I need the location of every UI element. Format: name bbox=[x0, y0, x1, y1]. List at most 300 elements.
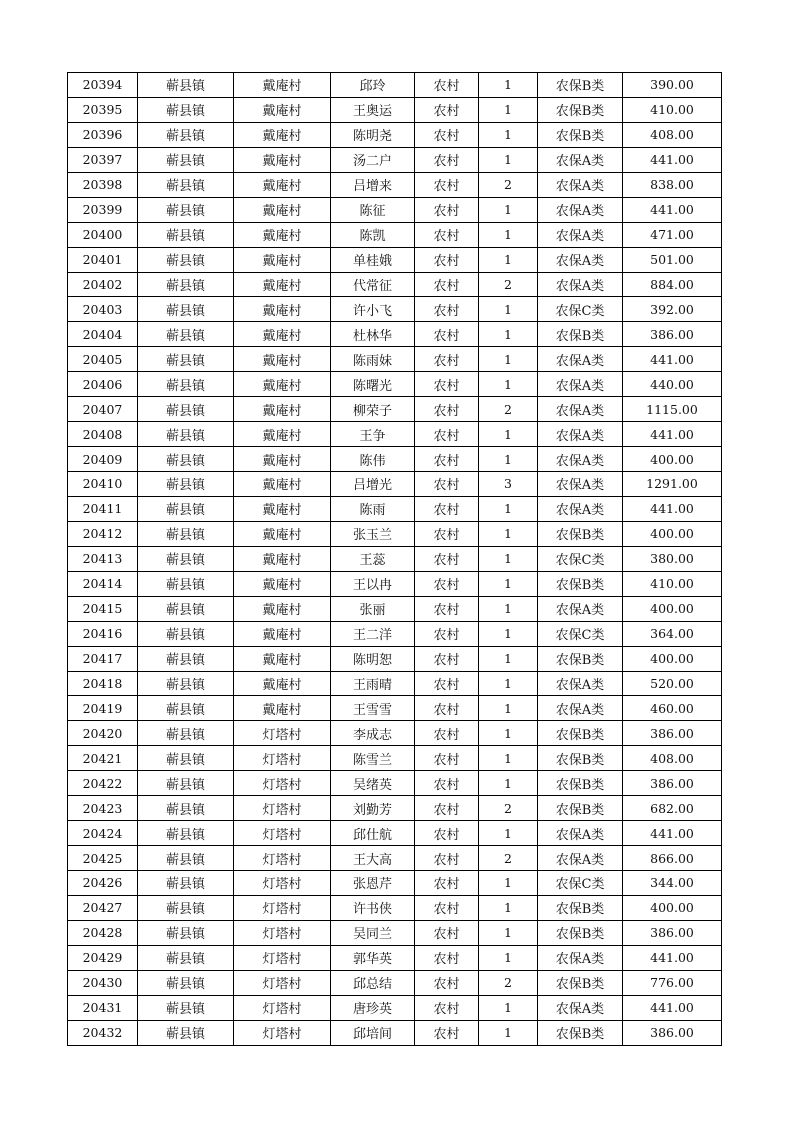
cell-area: 农村 bbox=[415, 771, 479, 796]
cell-name: 张玉兰 bbox=[331, 521, 415, 546]
cell-area: 农村 bbox=[415, 746, 479, 771]
cell-town: 蕲县镇 bbox=[138, 746, 234, 771]
cell-area: 农村 bbox=[415, 322, 479, 347]
cell-category: 农保B类 bbox=[538, 122, 623, 147]
table-row bbox=[68, 821, 722, 846]
cell-amount: 386.00 bbox=[623, 920, 722, 945]
cell-name: 李成志 bbox=[331, 721, 415, 746]
cell-town: 蕲县镇 bbox=[138, 846, 234, 871]
cell-village: 戴庵村 bbox=[234, 422, 331, 447]
cell-category: 农保B类 bbox=[538, 521, 623, 546]
table-row bbox=[68, 73, 722, 98]
cell-name: 王以冉 bbox=[331, 571, 415, 596]
cell-id: 20408 bbox=[68, 422, 138, 447]
table-row bbox=[68, 771, 722, 796]
cell-name: 柳荣子 bbox=[331, 397, 415, 422]
cell-amount: 386.00 bbox=[623, 771, 722, 796]
cell-town: 蕲县镇 bbox=[138, 172, 234, 197]
cell-town: 蕲县镇 bbox=[138, 297, 234, 322]
cell-town: 蕲县镇 bbox=[138, 821, 234, 846]
cell-name: 单桂娥 bbox=[331, 247, 415, 272]
table-row bbox=[68, 347, 722, 372]
cell-id: 20401 bbox=[68, 247, 138, 272]
cell-id: 20404 bbox=[68, 322, 138, 347]
cell-name: 陈雨妹 bbox=[331, 347, 415, 372]
cell-village: 戴庵村 bbox=[234, 447, 331, 472]
cell-area: 农村 bbox=[415, 272, 479, 297]
cell-village: 灯塔村 bbox=[234, 895, 331, 920]
cell-id: 20425 bbox=[68, 846, 138, 871]
table-row bbox=[68, 397, 722, 422]
cell-area: 农村 bbox=[415, 571, 479, 596]
cell-amount: 408.00 bbox=[623, 746, 722, 771]
cell-area: 农村 bbox=[415, 97, 479, 122]
cell-category: 农保A类 bbox=[538, 172, 623, 197]
cell-category: 农保A类 bbox=[538, 397, 623, 422]
cell-amount: 682.00 bbox=[623, 796, 722, 821]
table-row bbox=[68, 1020, 722, 1045]
cell-area: 农村 bbox=[415, 372, 479, 397]
cell-id: 20410 bbox=[68, 472, 138, 497]
table-row bbox=[68, 496, 722, 521]
cell-town: 蕲县镇 bbox=[138, 521, 234, 546]
cell-amount: 1115.00 bbox=[623, 397, 722, 422]
cell-area: 农村 bbox=[415, 696, 479, 721]
cell-count: 1 bbox=[479, 995, 538, 1020]
cell-count: 1 bbox=[479, 322, 538, 347]
cell-id: 20423 bbox=[68, 796, 138, 821]
cell-id: 20431 bbox=[68, 995, 138, 1020]
cell-area: 农村 bbox=[415, 222, 479, 247]
cell-village: 戴庵村 bbox=[234, 621, 331, 646]
cell-amount: 441.00 bbox=[623, 496, 722, 521]
cell-area: 农村 bbox=[415, 197, 479, 222]
cell-town: 蕲县镇 bbox=[138, 147, 234, 172]
cell-count: 1 bbox=[479, 447, 538, 472]
cell-town: 蕲县镇 bbox=[138, 347, 234, 372]
cell-area: 农村 bbox=[415, 846, 479, 871]
cell-id: 20416 bbox=[68, 621, 138, 646]
cell-name: 王雪雪 bbox=[331, 696, 415, 721]
cell-name: 唐珍英 bbox=[331, 995, 415, 1020]
cell-category: 农保A类 bbox=[538, 472, 623, 497]
cell-village: 灯塔村 bbox=[234, 970, 331, 995]
cell-village: 戴庵村 bbox=[234, 222, 331, 247]
cell-name: 陈伟 bbox=[331, 447, 415, 472]
cell-amount: 386.00 bbox=[623, 1020, 722, 1045]
cell-category: 农保A类 bbox=[538, 422, 623, 447]
cell-name: 许小飞 bbox=[331, 297, 415, 322]
cell-amount: 390.00 bbox=[623, 73, 722, 98]
cell-category: 农保A类 bbox=[538, 821, 623, 846]
cell-category: 农保B类 bbox=[538, 1020, 623, 1045]
cell-count: 1 bbox=[479, 696, 538, 721]
cell-name: 代常征 bbox=[331, 272, 415, 297]
cell-name: 王蕊 bbox=[331, 546, 415, 571]
cell-category: 农保B类 bbox=[538, 571, 623, 596]
cell-category: 农保B类 bbox=[538, 646, 623, 671]
cell-amount: 441.00 bbox=[623, 995, 722, 1020]
cell-category: 农保C类 bbox=[538, 297, 623, 322]
cell-amount: 386.00 bbox=[623, 322, 722, 347]
cell-village: 戴庵村 bbox=[234, 73, 331, 98]
cell-amount: 441.00 bbox=[623, 422, 722, 447]
cell-name: 王奥运 bbox=[331, 97, 415, 122]
cell-count: 1 bbox=[479, 821, 538, 846]
cell-area: 农村 bbox=[415, 621, 479, 646]
cell-count: 1 bbox=[479, 895, 538, 920]
cell-area: 农村 bbox=[415, 422, 479, 447]
cell-amount: 386.00 bbox=[623, 721, 722, 746]
cell-area: 农村 bbox=[415, 447, 479, 472]
cell-town: 蕲县镇 bbox=[138, 397, 234, 422]
cell-id: 20405 bbox=[68, 347, 138, 372]
cell-name: 王争 bbox=[331, 422, 415, 447]
cell-name: 吕增来 bbox=[331, 172, 415, 197]
cell-village: 戴庵村 bbox=[234, 571, 331, 596]
cell-amount: 441.00 bbox=[623, 347, 722, 372]
cell-name: 邱仕航 bbox=[331, 821, 415, 846]
cell-category: 农保A类 bbox=[538, 846, 623, 871]
cell-id: 20409 bbox=[68, 447, 138, 472]
cell-name: 刘勤芳 bbox=[331, 796, 415, 821]
cell-amount: 460.00 bbox=[623, 696, 722, 721]
cell-count: 1 bbox=[479, 771, 538, 796]
cell-village: 灯塔村 bbox=[234, 746, 331, 771]
cell-village: 灯塔村 bbox=[234, 871, 331, 896]
cell-area: 农村 bbox=[415, 172, 479, 197]
cell-town: 蕲县镇 bbox=[138, 272, 234, 297]
cell-town: 蕲县镇 bbox=[138, 322, 234, 347]
cell-amount: 441.00 bbox=[623, 197, 722, 222]
cell-id: 20428 bbox=[68, 920, 138, 945]
cell-name: 王雨晴 bbox=[331, 671, 415, 696]
cell-id: 20429 bbox=[68, 945, 138, 970]
table-row bbox=[68, 272, 722, 297]
cell-town: 蕲县镇 bbox=[138, 721, 234, 746]
cell-amount: 1291.00 bbox=[623, 472, 722, 497]
cell-village: 戴庵村 bbox=[234, 671, 331, 696]
cell-category: 农保B类 bbox=[538, 895, 623, 920]
cell-count: 1 bbox=[479, 596, 538, 621]
cell-area: 农村 bbox=[415, 995, 479, 1020]
table-row bbox=[68, 871, 722, 896]
cell-town: 蕲县镇 bbox=[138, 247, 234, 272]
cell-amount: 776.00 bbox=[623, 970, 722, 995]
cell-amount: 380.00 bbox=[623, 546, 722, 571]
cell-village: 灯塔村 bbox=[234, 771, 331, 796]
cell-amount: 441.00 bbox=[623, 821, 722, 846]
cell-village: 戴庵村 bbox=[234, 546, 331, 571]
cell-id: 20399 bbox=[68, 197, 138, 222]
cell-area: 农村 bbox=[415, 796, 479, 821]
cell-id: 20418 bbox=[68, 671, 138, 696]
cell-area: 农村 bbox=[415, 970, 479, 995]
cell-name: 杜林华 bbox=[331, 322, 415, 347]
cell-village: 戴庵村 bbox=[234, 247, 331, 272]
cell-category: 农保A类 bbox=[538, 372, 623, 397]
cell-count: 1 bbox=[479, 247, 538, 272]
cell-count: 1 bbox=[479, 222, 538, 247]
cell-amount: 400.00 bbox=[623, 521, 722, 546]
table-row bbox=[68, 97, 722, 122]
cell-village: 戴庵村 bbox=[234, 97, 331, 122]
table-row bbox=[68, 472, 722, 497]
cell-town: 蕲县镇 bbox=[138, 571, 234, 596]
cell-count: 1 bbox=[479, 621, 538, 646]
cell-id: 20406 bbox=[68, 372, 138, 397]
cell-amount: 400.00 bbox=[623, 895, 722, 920]
table-row bbox=[68, 995, 722, 1020]
cell-area: 农村 bbox=[415, 122, 479, 147]
cell-count: 2 bbox=[479, 397, 538, 422]
cell-name: 邱总结 bbox=[331, 970, 415, 995]
cell-id: 20397 bbox=[68, 147, 138, 172]
cell-name: 陈凯 bbox=[331, 222, 415, 247]
cell-town: 蕲县镇 bbox=[138, 671, 234, 696]
cell-id: 20413 bbox=[68, 546, 138, 571]
cell-village: 戴庵村 bbox=[234, 646, 331, 671]
cell-village: 戴庵村 bbox=[234, 496, 331, 521]
cell-category: 农保B类 bbox=[538, 771, 623, 796]
cell-count: 1 bbox=[479, 945, 538, 970]
cell-area: 农村 bbox=[415, 147, 479, 172]
table-row bbox=[68, 172, 722, 197]
cell-id: 20422 bbox=[68, 771, 138, 796]
cell-amount: 884.00 bbox=[623, 272, 722, 297]
cell-amount: 441.00 bbox=[623, 147, 722, 172]
cell-town: 蕲县镇 bbox=[138, 122, 234, 147]
cell-name: 郭华英 bbox=[331, 945, 415, 970]
cell-area: 农村 bbox=[415, 347, 479, 372]
cell-category: 农保B类 bbox=[538, 721, 623, 746]
table-row bbox=[68, 846, 722, 871]
cell-village: 戴庵村 bbox=[234, 397, 331, 422]
cell-area: 农村 bbox=[415, 247, 479, 272]
cell-id: 20414 bbox=[68, 571, 138, 596]
cell-category: 农保A类 bbox=[538, 995, 623, 1020]
cell-area: 农村 bbox=[415, 397, 479, 422]
cell-village: 灯塔村 bbox=[234, 995, 331, 1020]
cell-name: 陈明尧 bbox=[331, 122, 415, 147]
cell-category: 农保B类 bbox=[538, 322, 623, 347]
cell-village: 灯塔村 bbox=[234, 796, 331, 821]
cell-category: 农保A类 bbox=[538, 696, 623, 721]
table-row bbox=[68, 796, 722, 821]
cell-name: 陈曙光 bbox=[331, 372, 415, 397]
cell-village: 戴庵村 bbox=[234, 272, 331, 297]
cell-category: 农保B类 bbox=[538, 970, 623, 995]
cell-name: 汤二户 bbox=[331, 147, 415, 172]
cell-village: 戴庵村 bbox=[234, 372, 331, 397]
cell-name: 邱培间 bbox=[331, 1020, 415, 1045]
cell-town: 蕲县镇 bbox=[138, 871, 234, 896]
cell-town: 蕲县镇 bbox=[138, 372, 234, 397]
cell-town: 蕲县镇 bbox=[138, 222, 234, 247]
cell-count: 1 bbox=[479, 73, 538, 98]
cell-name: 陈雨 bbox=[331, 496, 415, 521]
cell-area: 农村 bbox=[415, 1020, 479, 1045]
cell-id: 20398 bbox=[68, 172, 138, 197]
cell-count: 1 bbox=[479, 422, 538, 447]
table-row bbox=[68, 970, 722, 995]
cell-count: 1 bbox=[479, 496, 538, 521]
table-row bbox=[68, 422, 722, 447]
cell-town: 蕲县镇 bbox=[138, 496, 234, 521]
cell-count: 1 bbox=[479, 646, 538, 671]
cell-amount: 501.00 bbox=[623, 247, 722, 272]
cell-village: 戴庵村 bbox=[234, 596, 331, 621]
cell-area: 农村 bbox=[415, 596, 479, 621]
cell-village: 戴庵村 bbox=[234, 297, 331, 322]
cell-id: 20426 bbox=[68, 871, 138, 896]
cell-id: 20411 bbox=[68, 496, 138, 521]
cell-village: 戴庵村 bbox=[234, 172, 331, 197]
cell-village: 戴庵村 bbox=[234, 521, 331, 546]
cell-count: 1 bbox=[479, 521, 538, 546]
cell-count: 1 bbox=[479, 372, 538, 397]
cell-count: 1 bbox=[479, 147, 538, 172]
cell-town: 蕲县镇 bbox=[138, 422, 234, 447]
cell-count: 1 bbox=[479, 871, 538, 896]
cell-count: 1 bbox=[479, 671, 538, 696]
table-row bbox=[68, 671, 722, 696]
cell-town: 蕲县镇 bbox=[138, 621, 234, 646]
cell-name: 吴绪英 bbox=[331, 771, 415, 796]
cell-area: 农村 bbox=[415, 945, 479, 970]
cell-count: 1 bbox=[479, 546, 538, 571]
table-row bbox=[68, 247, 722, 272]
table-row bbox=[68, 546, 722, 571]
cell-category: 农保B类 bbox=[538, 97, 623, 122]
cell-category: 农保A类 bbox=[538, 347, 623, 372]
cell-amount: 392.00 bbox=[623, 297, 722, 322]
cell-name: 陈雪兰 bbox=[331, 746, 415, 771]
cell-id: 20421 bbox=[68, 746, 138, 771]
cell-town: 蕲县镇 bbox=[138, 895, 234, 920]
cell-name: 张丽 bbox=[331, 596, 415, 621]
cell-town: 蕲县镇 bbox=[138, 796, 234, 821]
table-row bbox=[68, 197, 722, 222]
cell-area: 农村 bbox=[415, 73, 479, 98]
cell-village: 戴庵村 bbox=[234, 347, 331, 372]
table-row bbox=[68, 621, 722, 646]
cell-village: 戴庵村 bbox=[234, 197, 331, 222]
cell-category: 农保A类 bbox=[538, 147, 623, 172]
cell-area: 农村 bbox=[415, 671, 479, 696]
cell-village: 灯塔村 bbox=[234, 945, 331, 970]
cell-area: 农村 bbox=[415, 871, 479, 896]
cell-town: 蕲县镇 bbox=[138, 970, 234, 995]
cell-id: 20403 bbox=[68, 297, 138, 322]
cell-count: 3 bbox=[479, 472, 538, 497]
cell-name: 许书侠 bbox=[331, 895, 415, 920]
cell-category: 农保C类 bbox=[538, 871, 623, 896]
cell-amount: 364.00 bbox=[623, 621, 722, 646]
cell-id: 20394 bbox=[68, 73, 138, 98]
cell-count: 1 bbox=[479, 746, 538, 771]
cell-category: 农保A类 bbox=[538, 596, 623, 621]
cell-count: 2 bbox=[479, 796, 538, 821]
cell-area: 农村 bbox=[415, 646, 479, 671]
table-row bbox=[68, 147, 722, 172]
table-row bbox=[68, 322, 722, 347]
cell-village: 灯塔村 bbox=[234, 920, 331, 945]
cell-amount: 866.00 bbox=[623, 846, 722, 871]
cell-count: 1 bbox=[479, 721, 538, 746]
cell-count: 1 bbox=[479, 97, 538, 122]
cell-town: 蕲县镇 bbox=[138, 596, 234, 621]
cell-name: 吕增光 bbox=[331, 472, 415, 497]
cell-count: 2 bbox=[479, 172, 538, 197]
cell-id: 20396 bbox=[68, 122, 138, 147]
cell-count: 2 bbox=[479, 272, 538, 297]
cell-amount: 400.00 bbox=[623, 447, 722, 472]
cell-amount: 410.00 bbox=[623, 97, 722, 122]
cell-amount: 408.00 bbox=[623, 122, 722, 147]
cell-category: 农保A类 bbox=[538, 222, 623, 247]
cell-town: 蕲县镇 bbox=[138, 1020, 234, 1045]
cell-amount: 520.00 bbox=[623, 671, 722, 696]
cell-name: 吴同兰 bbox=[331, 920, 415, 945]
cell-id: 20430 bbox=[68, 970, 138, 995]
cell-village: 灯塔村 bbox=[234, 721, 331, 746]
cell-name: 王二洋 bbox=[331, 621, 415, 646]
cell-category: 农保C类 bbox=[538, 546, 623, 571]
cell-id: 20400 bbox=[68, 222, 138, 247]
table-row bbox=[68, 297, 722, 322]
cell-amount: 838.00 bbox=[623, 172, 722, 197]
data-table bbox=[67, 72, 722, 1046]
cell-town: 蕲县镇 bbox=[138, 197, 234, 222]
cell-village: 灯塔村 bbox=[234, 1020, 331, 1045]
cell-village: 戴庵村 bbox=[234, 122, 331, 147]
cell-amount: 441.00 bbox=[623, 945, 722, 970]
cell-amount: 400.00 bbox=[623, 596, 722, 621]
cell-town: 蕲县镇 bbox=[138, 920, 234, 945]
cell-count: 2 bbox=[479, 970, 538, 995]
cell-area: 农村 bbox=[415, 821, 479, 846]
cell-town: 蕲县镇 bbox=[138, 771, 234, 796]
cell-id: 20415 bbox=[68, 596, 138, 621]
cell-town: 蕲县镇 bbox=[138, 945, 234, 970]
table-row bbox=[68, 721, 722, 746]
cell-id: 20424 bbox=[68, 821, 138, 846]
table-row bbox=[68, 746, 722, 771]
table-row bbox=[68, 920, 722, 945]
cell-village: 戴庵村 bbox=[234, 472, 331, 497]
cell-area: 农村 bbox=[415, 472, 479, 497]
cell-town: 蕲县镇 bbox=[138, 97, 234, 122]
cell-category: 农保B类 bbox=[538, 796, 623, 821]
cell-count: 2 bbox=[479, 846, 538, 871]
cell-village: 戴庵村 bbox=[234, 147, 331, 172]
cell-category: 农保A类 bbox=[538, 447, 623, 472]
cell-amount: 471.00 bbox=[623, 222, 722, 247]
table-row bbox=[68, 571, 722, 596]
cell-category: 农保B类 bbox=[538, 73, 623, 98]
cell-count: 1 bbox=[479, 571, 538, 596]
cell-town: 蕲县镇 bbox=[138, 447, 234, 472]
cell-category: 农保A类 bbox=[538, 197, 623, 222]
cell-category: 农保A类 bbox=[538, 247, 623, 272]
table-row bbox=[68, 521, 722, 546]
table-body bbox=[68, 73, 722, 1046]
cell-count: 1 bbox=[479, 122, 538, 147]
table-row bbox=[68, 895, 722, 920]
table-row bbox=[68, 696, 722, 721]
cell-town: 蕲县镇 bbox=[138, 546, 234, 571]
